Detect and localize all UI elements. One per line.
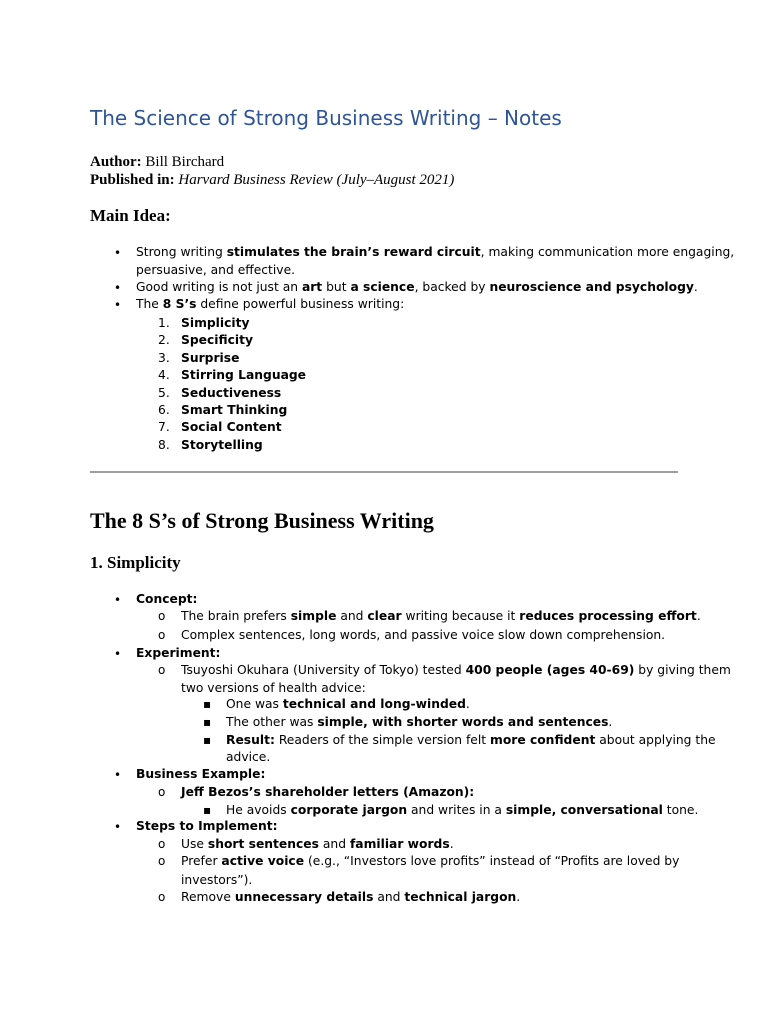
text: and writes in a (407, 803, 506, 817)
emphasis: neuroscience and psychology (489, 280, 694, 294)
text: Strong writing (136, 245, 227, 259)
emphasis: clear (367, 609, 402, 623)
bullet-glyph: o (158, 785, 166, 799)
step-3 (181, 889, 520, 907)
list-number: 3. (158, 350, 170, 365)
bullet-glyph: o (158, 609, 166, 623)
emphasis: technical jargon (404, 890, 517, 904)
text: The brain prefers (181, 609, 291, 623)
bullet-glyph: ▪ (203, 697, 212, 711)
experiment-result-cont: advice. (226, 750, 271, 764)
text: The (136, 297, 163, 311)
published-label: Published in: (90, 172, 175, 188)
published-line (90, 171, 454, 189)
text: Prefer (181, 854, 222, 868)
business-example-detail (226, 802, 698, 820)
text: by giving them (634, 663, 731, 677)
text: . (465, 697, 470, 711)
list-number: 2. (158, 333, 170, 348)
emphasis: unnecessary details (234, 890, 374, 904)
list-number: 5. (158, 385, 170, 400)
experiment-detail-2 (226, 714, 612, 732)
list-item: Specificity (181, 333, 254, 348)
text: Readers of the simple version felt (274, 733, 490, 747)
subsection-heading: 1. Simplicity (90, 553, 181, 572)
text: He avoids (226, 803, 291, 817)
text: (e.g., “Investors love profits” instead of “Profits are loved by (304, 854, 680, 868)
list-number: 8. (158, 437, 170, 452)
bullet-glyph: o (158, 663, 166, 677)
text: but (322, 280, 351, 294)
bullet-glyph: o (158, 890, 166, 904)
text: Good writing is not just an (136, 280, 302, 294)
main-bullet-2 (136, 279, 698, 297)
text: The other was (226, 715, 318, 729)
main-idea-heading: Main Idea: (90, 206, 171, 225)
text: One was (226, 697, 283, 711)
text: writing because it (401, 609, 520, 623)
emphasis: simple, with shorter words and sentences (317, 715, 609, 729)
text: and (318, 837, 350, 851)
author-line (90, 153, 454, 171)
emphasis: short sentences (207, 837, 319, 851)
list-item: Surprise (181, 350, 240, 365)
author-value: Bill Birchard (145, 154, 225, 170)
bullet-glyph: ▪ (203, 715, 212, 729)
main-bullet-3 (136, 296, 404, 314)
section-heading: The 8 S’s of Strong Business Writing (90, 508, 434, 533)
list-item: Social Content (181, 420, 282, 435)
experiment-label: Experiment: (136, 646, 221, 660)
emphasis: familiar words (349, 837, 450, 851)
steps-label: Steps to Implement: (136, 819, 278, 833)
author-label: Author: (90, 154, 142, 170)
step-2-cont: investors”). (181, 873, 253, 887)
experiment-point-1 (181, 662, 731, 680)
bullet-glyph: • (114, 768, 122, 782)
business-example-label: Business Example: (136, 767, 266, 781)
emphasis: simple (290, 609, 337, 623)
divider (90, 471, 678, 473)
bullet-glyph: ▪ (203, 733, 212, 747)
emphasis: 400 people (ages 40-69) (465, 663, 635, 677)
list-item: Storytelling (181, 437, 263, 452)
list-number: 6. (158, 403, 170, 417)
text: , making communication more engaging, (480, 245, 735, 259)
main-bullet-1-cont: persuasive, and effective. (136, 263, 296, 277)
emphasis: 8 S’s (162, 297, 197, 311)
document-title: The Science of Strong Business Writing – Notes (90, 106, 562, 130)
list-item: Smart Thinking (181, 403, 288, 417)
bullet-glyph: • (114, 820, 122, 834)
text: Remove (181, 890, 235, 904)
emphasis: active voice (221, 854, 305, 868)
bullet-glyph: • (114, 593, 122, 607)
experiment-detail-1 (226, 696, 470, 714)
text: tone. (662, 803, 699, 817)
text: , backed by (414, 280, 490, 294)
step-2 (181, 853, 679, 871)
emphasis: art (301, 280, 323, 294)
bullet-glyph: • (114, 647, 122, 661)
text: and (373, 890, 405, 904)
emphasis: a science (350, 280, 415, 294)
text: . (608, 715, 613, 729)
list-item: Seductiveness (181, 385, 282, 400)
experiment-result (226, 732, 716, 750)
list-item: Simplicity (181, 316, 250, 330)
text: . (693, 280, 698, 294)
text: . (449, 837, 454, 851)
emphasis: corporate jargon (290, 803, 408, 817)
bullet-glyph: o (158, 628, 166, 642)
list-item: Stirring Language (181, 368, 307, 383)
concept-point-1 (181, 608, 701, 626)
text: . (696, 609, 701, 623)
published-value: Harvard Business Review (July–August 2021) (178, 172, 455, 188)
text: Use (181, 837, 208, 851)
bullet-glyph: • (114, 298, 122, 312)
concept-point-2: Complex sentences, long words, and passive voice slow down comprehension. (181, 628, 666, 642)
experiment-point-1-cont: two versions of health advice: (181, 681, 366, 695)
bullet-glyph: • (114, 281, 122, 295)
bullet-glyph: o (158, 854, 166, 868)
emphasis: technical and long-winded (282, 697, 466, 711)
emphasis: stimulates the brain’s reward circuit (226, 245, 481, 259)
list-number: 4. (158, 368, 170, 383)
text: about applying the (595, 733, 716, 747)
business-example-point: Jeff Bezos’s shareholder letters (Amazon): (181, 785, 475, 799)
text: define powerful business writing: (196, 297, 405, 311)
main-bullet-1 (136, 244, 734, 262)
emphasis: Result: (226, 733, 275, 747)
step-1 (181, 836, 454, 854)
meta-block (90, 153, 454, 189)
text: and (336, 609, 368, 623)
list-number: 1. (158, 316, 170, 330)
text: Tsuyoshi Okuhara (University of Tokyo) tested (181, 663, 466, 677)
text: . (516, 890, 521, 904)
bullet-glyph: o (158, 837, 166, 851)
bullet-glyph: • (114, 246, 122, 260)
bullet-glyph: ▪ (203, 803, 212, 817)
emphasis: more confident (490, 733, 596, 747)
list-number: 7. (158, 420, 170, 435)
emphasis: reduces processing effort (519, 609, 697, 623)
concept-label: Concept: (136, 592, 198, 606)
emphasis: simple, conversational (505, 803, 663, 817)
